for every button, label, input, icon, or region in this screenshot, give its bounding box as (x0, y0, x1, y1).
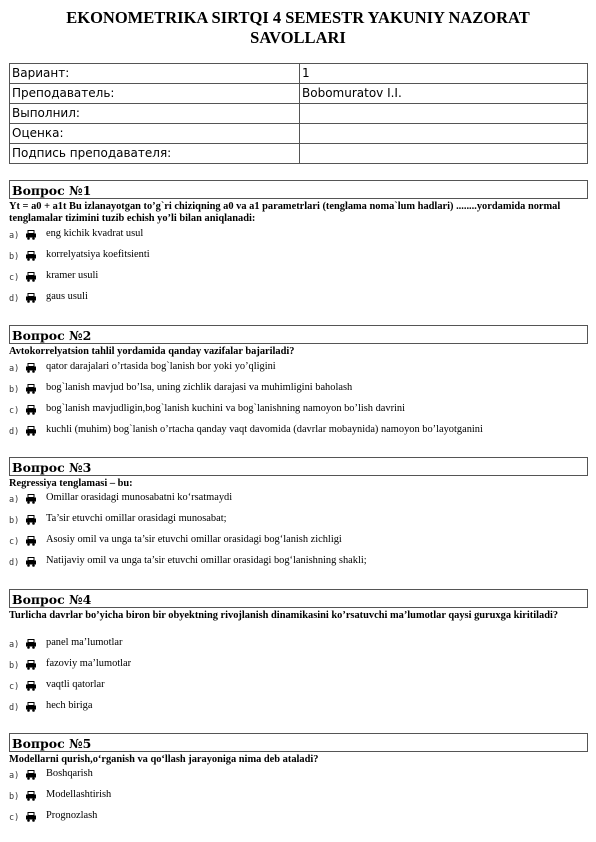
info-value: 1 (300, 64, 588, 84)
question-1-option-c[interactable] (9, 270, 584, 284)
document-title (0, 8, 596, 48)
question-5-header: Вопрос №5 (9, 733, 588, 752)
question-4-option-a[interactable] (9, 637, 584, 651)
car-icon (25, 363, 37, 373)
car-icon (25, 515, 37, 525)
info-row (10, 104, 588, 124)
question-3-text: Regressiya tenglamasi – bu: (9, 478, 133, 489)
option-letter: a) (9, 364, 20, 374)
option-text: panel ma’lumotlar (46, 637, 123, 648)
question-1-header: Вопрос №1 (9, 180, 588, 199)
option-letter: b) (9, 385, 20, 395)
option-text: fazoviy ma’lumotlar (46, 658, 132, 669)
info-table (9, 63, 588, 164)
question-5-option-a[interactable] (9, 768, 584, 782)
option-text: vaqtli qatorlar (46, 679, 105, 690)
option-text: Modellashtirish (46, 789, 112, 800)
option-text: gaus usuli (46, 291, 88, 302)
info-label: Выполнил: (10, 104, 300, 124)
option-letter: c) (9, 813, 20, 823)
question-5-text: Modellarni qurish,o‘rganish va qo‘llash jarayoniga nima deb ataladi? (9, 754, 319, 765)
question-3-option-a[interactable] (9, 492, 584, 506)
option-letter: d) (9, 558, 20, 568)
car-icon (25, 272, 37, 282)
question-1-option-d[interactable] (9, 291, 584, 305)
option-text: kuchli (muhim) bog`lanish o’rtacha qanday vaqt davomida (davrlar mobaynida) namoyon bo’layotganini (46, 424, 483, 435)
info-row (10, 144, 588, 164)
option-letter: d) (9, 703, 20, 713)
car-icon (25, 639, 37, 649)
info-label: Оценка: (10, 124, 300, 144)
question-5-option-c[interactable] (9, 810, 584, 824)
info-row (10, 124, 588, 144)
question-3-option-d[interactable] (9, 555, 584, 569)
option-text: Prognozlash (46, 810, 98, 821)
question-3-header: Вопрос №3 (9, 457, 588, 476)
title-line-2: SAVOLLARI (250, 28, 346, 47)
question-3-option-c[interactable] (9, 534, 584, 548)
info-value: Bobomuratov I.I. (300, 84, 588, 104)
question-4-header: Вопрос №4 (9, 589, 588, 608)
car-icon (25, 557, 37, 567)
option-text: qator darajalari o’rtasida bog`lanish bor yoki yo’qligini (46, 361, 276, 372)
car-icon (25, 494, 37, 504)
question-2-header: Вопрос №2 (9, 325, 588, 344)
car-icon (25, 812, 37, 822)
option-letter: d) (9, 294, 20, 304)
question-2-option-c[interactable] (9, 403, 584, 417)
question-2-option-a[interactable] (9, 361, 584, 375)
option-letter: b) (9, 661, 20, 671)
info-value (300, 124, 588, 144)
option-letter: b) (9, 252, 20, 262)
option-letter: c) (9, 273, 20, 283)
car-icon (25, 536, 37, 546)
option-letter: c) (9, 537, 20, 547)
info-label: Вариант: (10, 64, 300, 84)
question-2-option-d[interactable] (9, 424, 584, 438)
question-4-option-c[interactable] (9, 679, 584, 693)
option-letter: b) (9, 516, 20, 526)
option-text: bog`lanish mavjud bo’lsa, uning zichlik darajasi va muhimligini baholash (46, 382, 353, 393)
option-letter: a) (9, 231, 20, 241)
option-letter: a) (9, 771, 20, 781)
option-letter: c) (9, 406, 20, 416)
option-text: bog`lanish mavjudligin,bog`lanish kuchini va bog`lanishning namoyon bo’lish davrini (46, 403, 406, 414)
car-icon (25, 405, 37, 415)
question-2-text: Avtokorrelyatsion tahlil yordamida qanday vazifalar bajariladi? (9, 346, 295, 357)
option-text: hech biriga (46, 700, 93, 711)
option-text: Natijaviy omil va unga ta’sir etuvchi omillar orasidagi bog‘lanishning shakli; (46, 555, 367, 566)
option-letter: a) (9, 640, 20, 650)
car-icon (25, 702, 37, 712)
option-text: Asosiy omil va unga ta’sir etuvchi omillar orasidagi bog‘lanish zichligi (46, 534, 342, 545)
info-label: Подпись преподавателя: (10, 144, 300, 164)
car-icon (25, 426, 37, 436)
option-text: korrelyatsiya koefitsienti (46, 249, 150, 260)
car-icon (25, 230, 37, 240)
option-text: Ta’sir etuvchi omillar orasidagi munosabat; (46, 513, 227, 524)
info-row (10, 64, 588, 84)
option-text: eng kichik kvadrat usul (46, 228, 144, 239)
info-value (300, 104, 588, 124)
title-line-1: EKONOMETRIKA SIRTQI 4 SEMESTR YAKUNIY NAZORAT (66, 8, 530, 27)
info-label: Преподаватель: (10, 84, 300, 104)
question-4-text: Turlicha davrlar bo’yicha biron bir obyektning rivojlanish dinamikasini ko’rsatuvchi ma’lumotlar qaysi guruxga kiritiladi? (9, 610, 559, 621)
option-letter: d) (9, 427, 20, 437)
option-text: kramer usuli (46, 270, 99, 281)
question-1-option-b[interactable] (9, 249, 584, 263)
question-4-option-d[interactable] (9, 700, 584, 714)
question-1-text: Yt = a0 + a1t Bu izlanayotgan to’g`ri chiziqning a0 va a1 parametrlari (tenglama noma`lum hadlari) ........yordamida normal tenglamalar tizimini tuzib echish yo’li bilan aniqlanadi: (9, 201, 561, 224)
option-text: Boshqarish (46, 768, 93, 779)
car-icon (25, 770, 37, 780)
car-icon (25, 660, 37, 670)
question-3-option-b[interactable] (9, 513, 584, 527)
option-letter: c) (9, 682, 20, 692)
car-icon (25, 681, 37, 691)
option-letter: a) (9, 495, 20, 505)
car-icon (25, 384, 37, 394)
option-text: Omillar orasidagi munosabatni ko‘rsatmaydi (46, 492, 233, 503)
info-value (300, 144, 588, 164)
info-row (10, 84, 588, 104)
option-letter: b) (9, 792, 20, 802)
car-icon (25, 293, 37, 303)
car-icon (25, 251, 37, 261)
car-icon (25, 791, 37, 801)
question-2-option-b[interactable] (9, 382, 584, 396)
question-5-option-b[interactable] (9, 789, 584, 803)
question-1-option-a[interactable] (9, 228, 584, 242)
question-4-option-b[interactable] (9, 658, 584, 672)
